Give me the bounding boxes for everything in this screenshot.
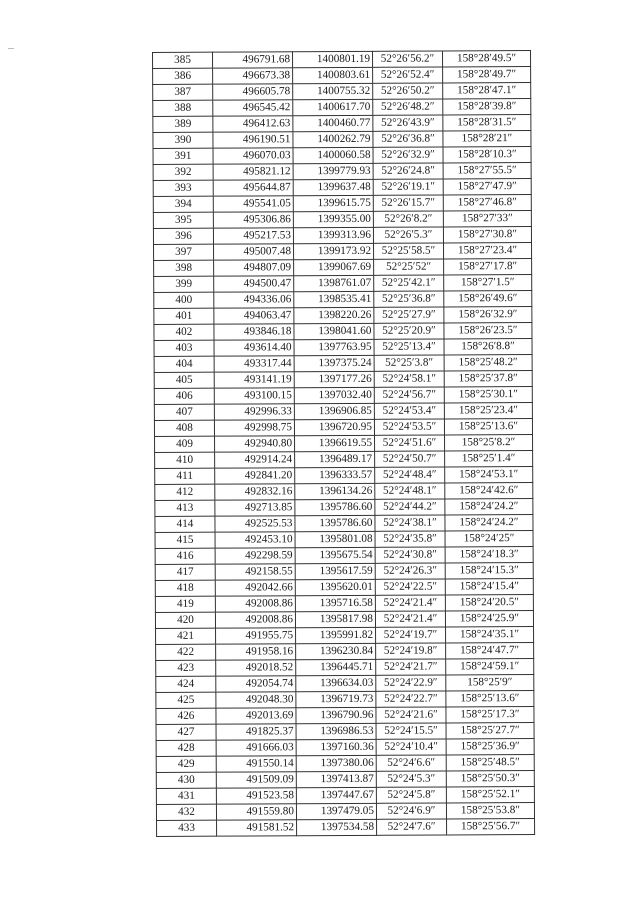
- x-coordinate-cell: 491581.52: [217, 820, 297, 836]
- point-number-cell: 433: [157, 820, 217, 836]
- latitude-cell: 52°24′53.5″: [374, 419, 444, 435]
- latitude-cell: 52°26′36.8″: [373, 131, 443, 147]
- point-number-cell: 401: [154, 308, 214, 324]
- latitude-cell: 52°24′15.5″: [376, 723, 446, 739]
- point-number-cell: 424: [156, 676, 216, 692]
- x-coordinate-cell: 493317.44: [214, 356, 294, 372]
- latitude-cell: 52°24′21.4″: [375, 611, 445, 627]
- longitude-cell: 158°26′32.9″: [444, 307, 532, 323]
- table-row: [156, 723, 534, 741]
- point-number-cell: 397: [154, 244, 214, 260]
- longitude-cell: 158°24′15.4″: [445, 579, 533, 595]
- y-coordinate-cell: 1397032.40: [294, 387, 374, 403]
- longitude-cell: 158°28′21″: [443, 131, 531, 147]
- longitude-cell: 158°27′30.8″: [443, 227, 531, 243]
- x-coordinate-cell: 492054.74: [216, 676, 296, 692]
- y-coordinate-cell: 1397413.87: [296, 771, 376, 787]
- x-coordinate-cell: 495306.86: [213, 212, 293, 228]
- longitude-cell: 158°28′31.5″: [443, 115, 531, 131]
- table-row: [153, 51, 531, 69]
- x-coordinate-cell: 496791.68: [213, 52, 293, 68]
- longitude-cell: 158°25′50.3″: [446, 771, 534, 787]
- y-coordinate-cell: 1396333.57: [295, 467, 375, 483]
- y-coordinate-cell: 1399313.96: [293, 227, 373, 243]
- latitude-cell: 52°24′48.1″: [375, 483, 445, 499]
- table-row: [153, 195, 531, 213]
- latitude-cell: 52°24′53.4″: [374, 403, 444, 419]
- point-number-cell: 416: [155, 548, 215, 564]
- table-row: [155, 595, 533, 613]
- y-coordinate-cell: 1395716.58: [295, 595, 375, 611]
- latitude-cell: 52°24′48.4″: [375, 467, 445, 483]
- table-row: [155, 563, 533, 581]
- y-coordinate-cell: 1400262.79: [293, 131, 373, 147]
- y-coordinate-cell: 1395991.82: [296, 627, 376, 643]
- point-number-cell: 391: [153, 148, 213, 164]
- y-coordinate-cell: 1397534.58: [297, 819, 377, 835]
- longitude-cell: 158°25′52.1″: [446, 787, 534, 803]
- longitude-cell: 158°28′10.3″: [443, 147, 531, 163]
- y-coordinate-cell: 1398041.60: [294, 323, 374, 339]
- point-number-cell: 410: [155, 452, 215, 468]
- y-coordinate-cell: 1396906.85: [294, 403, 374, 419]
- y-coordinate-cell: 1395817.98: [295, 611, 375, 627]
- table-row: [153, 147, 531, 165]
- y-coordinate-cell: 1396986.53: [296, 723, 376, 739]
- point-number-cell: 425: [156, 692, 216, 708]
- latitude-cell: 52°26′50.2″: [373, 83, 443, 99]
- y-coordinate-cell: 1396720.95: [294, 419, 374, 435]
- table-row: [153, 83, 531, 101]
- latitude-cell: 52°24′6.9″: [376, 803, 446, 819]
- y-coordinate-cell: 1398220.26: [294, 307, 374, 323]
- table-row: [156, 787, 534, 805]
- table-row: [156, 771, 534, 789]
- x-coordinate-cell: 492525.53: [215, 516, 295, 532]
- y-coordinate-cell: 1397177.26: [294, 371, 374, 387]
- latitude-cell: 52°24′21.4″: [375, 595, 445, 611]
- point-number-cell: 396: [153, 228, 213, 244]
- point-number-cell: 411: [155, 468, 215, 484]
- longitude-cell: 158°27′47.9″: [443, 179, 531, 195]
- x-coordinate-cell: 491509.09: [216, 772, 296, 788]
- x-coordinate-cell: 495217.53: [213, 228, 293, 244]
- y-coordinate-cell: 1395786.60: [295, 499, 375, 515]
- x-coordinate-cell: 494500.47: [214, 276, 294, 292]
- y-coordinate-cell: 1395620.01: [295, 579, 375, 595]
- y-coordinate-cell: 1400617.70: [293, 99, 373, 115]
- y-coordinate-cell: 1399067.69: [294, 259, 374, 275]
- x-coordinate-cell: 492008.86: [215, 596, 295, 612]
- x-coordinate-cell: 494063.47: [214, 308, 294, 324]
- latitude-cell: 52°24′5.3″: [376, 771, 446, 787]
- point-number-cell: 408: [154, 420, 214, 436]
- x-coordinate-cell: 491955.75: [216, 628, 296, 644]
- latitude-cell: 52°26′56.2″: [372, 51, 442, 67]
- y-coordinate-cell: 1400755.32: [293, 83, 373, 99]
- longitude-cell: 158°25′17.3″: [446, 707, 534, 723]
- point-number-cell: 403: [154, 340, 214, 356]
- y-coordinate-cell: 1396790.96: [296, 707, 376, 723]
- y-coordinate-cell: 1397380.06: [296, 755, 376, 771]
- longitude-cell: 158°24′25.9″: [445, 611, 533, 627]
- y-coordinate-cell: 1397160.36: [296, 739, 376, 755]
- point-number-cell: 423: [156, 660, 216, 676]
- latitude-cell: 52°24′21.6″: [376, 707, 446, 723]
- longitude-cell: 158°25′48.2″: [444, 355, 532, 371]
- longitude-cell: 158°24′35.1″: [446, 627, 534, 643]
- point-number-cell: 422: [156, 644, 216, 660]
- longitude-cell: 158°24′15.3″: [445, 563, 533, 579]
- y-coordinate-cell: 1400060.58: [293, 147, 373, 163]
- y-coordinate-cell: 1397375.24: [294, 355, 374, 371]
- table-row: [155, 611, 533, 629]
- latitude-cell: 52°24′51.6″: [375, 435, 445, 451]
- x-coordinate-cell: 493846.18: [214, 324, 294, 340]
- x-coordinate-cell: 493614.40: [214, 340, 294, 356]
- x-coordinate-cell: 491523.58: [216, 788, 296, 804]
- longitude-cell: 158°26′49.6″: [444, 291, 532, 307]
- x-coordinate-cell: 491559.80: [216, 804, 296, 820]
- y-coordinate-cell: 1396619.55: [295, 435, 375, 451]
- table-row: [155, 483, 533, 501]
- x-coordinate-cell: 492940.80: [215, 436, 295, 452]
- table-row: [156, 755, 534, 773]
- table-row: [154, 323, 532, 341]
- point-number-cell: 431: [156, 788, 216, 804]
- x-coordinate-cell: 495821.12: [213, 164, 293, 180]
- table-row: [155, 451, 533, 469]
- x-coordinate-cell: 492042.66: [215, 580, 295, 596]
- x-coordinate-cell: 492018.52: [216, 660, 296, 676]
- table-row: [154, 387, 532, 405]
- longitude-cell: 158°28′39.8″: [443, 99, 531, 115]
- x-coordinate-cell: 495644.87: [213, 180, 293, 196]
- longitude-cell: 158°24′25″: [445, 531, 533, 547]
- x-coordinate-cell: 496545.42: [213, 100, 293, 116]
- table-row: [154, 243, 532, 261]
- latitude-cell: 52°24′22.7″: [376, 691, 446, 707]
- table-row: [154, 339, 532, 357]
- latitude-cell: 52°24′22.9″: [376, 675, 446, 691]
- x-coordinate-cell: 492713.85: [215, 500, 295, 516]
- table-row: [153, 115, 531, 133]
- latitude-cell: 52°24′35.8″: [375, 531, 445, 547]
- latitude-cell: 52°26′48.2″: [373, 99, 443, 115]
- latitude-cell: 52°24′38.1″: [375, 515, 445, 531]
- x-coordinate-cell: 492453.10: [215, 532, 295, 548]
- y-coordinate-cell: 1396445.71: [296, 659, 376, 675]
- longitude-cell: 158°27′55.5″: [443, 163, 531, 179]
- x-coordinate-cell: 496190.51: [213, 132, 293, 148]
- latitude-cell: 52°24′7.6″: [377, 819, 447, 835]
- y-coordinate-cell: 1397479.05: [296, 803, 376, 819]
- y-coordinate-cell: 1395801.08: [295, 531, 375, 547]
- latitude-cell: 52°25′20.9″: [374, 323, 444, 339]
- y-coordinate-cell: 1399779.93: [293, 163, 373, 179]
- longitude-cell: 158°24′53.1″: [445, 467, 533, 483]
- longitude-cell: 158°24′18.3″: [445, 547, 533, 563]
- point-number-cell: 388: [153, 100, 213, 116]
- table-row: [154, 275, 532, 293]
- point-number-cell: 390: [153, 132, 213, 148]
- table-row: [155, 499, 533, 517]
- y-coordinate-cell: 1395617.59: [295, 563, 375, 579]
- table-row: [155, 547, 533, 565]
- table-row: [155, 467, 533, 485]
- x-coordinate-cell: 496070.03: [213, 148, 293, 164]
- longitude-cell: 158°28′49.7″: [443, 67, 531, 83]
- point-number-cell: 420: [155, 612, 215, 628]
- y-coordinate-cell: 1400801.19: [293, 51, 373, 67]
- latitude-cell: 52°26′24.8″: [373, 163, 443, 179]
- longitude-cell: 158°24′47.7″: [446, 643, 534, 659]
- x-coordinate-cell: 496673.38: [213, 68, 293, 84]
- latitude-cell: 52°24′19.7″: [376, 627, 446, 643]
- point-number-cell: 407: [154, 404, 214, 420]
- table-row: [154, 403, 532, 421]
- point-number-cell: 394: [153, 196, 213, 212]
- table-row: [156, 691, 534, 709]
- point-number-cell: 406: [154, 388, 214, 404]
- longitude-cell: 158°24′42.6″: [445, 483, 533, 499]
- table-row: [154, 291, 532, 309]
- longitude-cell: 158°27′1.5″: [444, 275, 532, 291]
- y-coordinate-cell: 1399355.00: [293, 211, 373, 227]
- y-coordinate-cell: 1397447.67: [296, 787, 376, 803]
- latitude-cell: 52°26′5.3″: [373, 227, 443, 243]
- x-coordinate-cell: 495541.05: [213, 196, 293, 212]
- x-coordinate-cell: 493141.19: [214, 372, 294, 388]
- latitude-cell: 52°24′21.7″: [376, 659, 446, 675]
- latitude-cell: 52°26′15.7″: [373, 195, 443, 211]
- table-row: [155, 531, 533, 549]
- x-coordinate-cell: 494807.09: [214, 260, 294, 276]
- x-coordinate-cell: 491825.37: [216, 724, 296, 740]
- y-coordinate-cell: 1400460.77: [293, 115, 373, 131]
- table-row: [156, 643, 534, 661]
- point-number-cell: 432: [156, 804, 216, 820]
- longitude-cell: 158°24′20.5″: [445, 595, 533, 611]
- x-coordinate-cell: 492158.55: [215, 564, 295, 580]
- table-row: [154, 355, 532, 373]
- table-row: [156, 627, 534, 645]
- longitude-cell: 158°28′47.1″: [443, 83, 531, 99]
- table-row: [156, 659, 534, 677]
- table-row: [154, 419, 532, 437]
- table-row: [155, 579, 533, 597]
- x-coordinate-cell: 492048.30: [216, 692, 296, 708]
- latitude-cell: 52°25′58.5″: [374, 243, 444, 259]
- x-coordinate-cell: 491958.16: [216, 644, 296, 660]
- longitude-cell: 158°25′48.5″: [446, 755, 534, 771]
- point-number-cell: 429: [156, 756, 216, 772]
- scan-mark: [8, 48, 14, 49]
- y-coordinate-cell: 1399615.75: [293, 195, 373, 211]
- longitude-cell: 158°25′13.6″: [446, 691, 534, 707]
- point-number-cell: 430: [156, 772, 216, 788]
- table-row: [155, 515, 533, 533]
- y-coordinate-cell: 1400803.61: [293, 67, 373, 83]
- longitude-cell: 158°25′56.7″: [447, 819, 535, 835]
- longitude-cell: 158°25′37.8″: [444, 371, 532, 387]
- longitude-cell: 158°27′23.4″: [444, 243, 532, 259]
- longitude-cell: 158°25′8.2″: [445, 435, 533, 451]
- point-number-cell: 392: [153, 164, 213, 180]
- y-coordinate-cell: 1396719.73: [296, 691, 376, 707]
- longitude-cell: 158°25′23.4″: [444, 403, 532, 419]
- point-number-cell: 402: [154, 324, 214, 340]
- coordinates-table-body: [153, 51, 535, 837]
- table-row: [153, 227, 531, 245]
- point-number-cell: 404: [154, 356, 214, 372]
- point-number-cell: 413: [155, 500, 215, 516]
- longitude-cell: 158°28′49.5″: [442, 51, 530, 67]
- point-number-cell: 415: [155, 532, 215, 548]
- y-coordinate-cell: 1398535.41: [294, 291, 374, 307]
- y-coordinate-cell: 1396634.03: [296, 675, 376, 691]
- longitude-cell: 158°25′30.1″: [444, 387, 532, 403]
- latitude-cell: 52°24′44.2″: [375, 499, 445, 515]
- x-coordinate-cell: 495007.48: [214, 244, 294, 260]
- table-row: [155, 435, 533, 453]
- point-number-cell: 409: [155, 436, 215, 452]
- longitude-cell: 158°24′59.1″: [446, 659, 534, 675]
- latitude-cell: 52°24′26.3″: [375, 563, 445, 579]
- coordinates-table: [152, 50, 535, 837]
- table-row: [154, 371, 532, 389]
- latitude-cell: 52°25′52″: [374, 259, 444, 275]
- point-number-cell: 414: [155, 516, 215, 532]
- point-number-cell: 417: [155, 564, 215, 580]
- longitude-cell: 158°25′53.8″: [446, 803, 534, 819]
- longitude-cell: 158°24′24.2″: [445, 499, 533, 515]
- y-coordinate-cell: 1399637.48: [293, 179, 373, 195]
- table-row: [153, 67, 531, 85]
- point-number-cell: 400: [154, 292, 214, 308]
- longitude-cell: 158°25′9″: [446, 675, 534, 691]
- table-row: [156, 707, 534, 725]
- x-coordinate-cell: 492914.24: [215, 452, 295, 468]
- table-row: [156, 803, 534, 821]
- y-coordinate-cell: 1396489.17: [295, 451, 375, 467]
- latitude-cell: 52°24′19.8″: [376, 643, 446, 659]
- y-coordinate-cell: 1397763.95: [294, 339, 374, 355]
- x-coordinate-cell: 492298.59: [215, 548, 295, 564]
- x-coordinate-cell: 494336.06: [214, 292, 294, 308]
- x-coordinate-cell: 492832.16: [215, 484, 295, 500]
- table-row: [154, 259, 532, 277]
- point-number-cell: 427: [156, 724, 216, 740]
- latitude-cell: 52°26′8.2″: [373, 211, 443, 227]
- longitude-cell: 158°25′13.6″: [444, 419, 532, 435]
- point-number-cell: 395: [153, 212, 213, 228]
- table-row: [154, 307, 532, 325]
- point-number-cell: 398: [154, 260, 214, 276]
- table-row: [157, 819, 535, 837]
- x-coordinate-cell: 492841.20: [215, 468, 295, 484]
- table-row: [153, 99, 531, 117]
- latitude-cell: 52°24′22.5″: [375, 579, 445, 595]
- x-coordinate-cell: 496605.78: [213, 84, 293, 100]
- x-coordinate-cell: 492013.69: [216, 708, 296, 724]
- point-number-cell: 389: [153, 116, 213, 132]
- longitude-cell: 158°25′36.9″: [446, 739, 534, 755]
- point-number-cell: 421: [156, 628, 216, 644]
- y-coordinate-cell: 1399173.92: [294, 243, 374, 259]
- longitude-cell: 158°27′17.8″: [444, 259, 532, 275]
- point-number-cell: 426: [156, 708, 216, 724]
- point-number-cell: 385: [153, 52, 213, 68]
- longitude-cell: 158°26′8.8″: [444, 339, 532, 355]
- point-number-cell: 387: [153, 84, 213, 100]
- longitude-cell: 158°26′23.5″: [444, 323, 532, 339]
- point-number-cell: 399: [154, 276, 214, 292]
- latitude-cell: 52°26′32.9″: [373, 147, 443, 163]
- point-number-cell: 428: [156, 740, 216, 756]
- y-coordinate-cell: 1398761.07: [294, 275, 374, 291]
- latitude-cell: 52°24′58.1″: [374, 371, 444, 387]
- longitude-cell: 158°25′1.4″: [445, 451, 533, 467]
- latitude-cell: 52°26′43.9″: [373, 115, 443, 131]
- latitude-cell: 52°24′10.4″: [376, 739, 446, 755]
- table-row: [156, 739, 534, 757]
- table-row: [156, 675, 534, 693]
- table-row: [153, 211, 531, 229]
- x-coordinate-cell: 493100.15: [214, 388, 294, 404]
- latitude-cell: 52°24′56.7″: [374, 387, 444, 403]
- x-coordinate-cell: 491550.14: [216, 756, 296, 772]
- point-number-cell: 418: [155, 580, 215, 596]
- x-coordinate-cell: 491666.03: [216, 740, 296, 756]
- x-coordinate-cell: 492998.75: [214, 420, 294, 436]
- latitude-cell: 52°25′27.9″: [374, 307, 444, 323]
- latitude-cell: 52°24′6.6″: [376, 755, 446, 771]
- longitude-cell: 158°25′27.7″: [446, 723, 534, 739]
- latitude-cell: 52°26′52.4″: [373, 67, 443, 83]
- x-coordinate-cell: 492008.86: [215, 612, 295, 628]
- y-coordinate-cell: 1395786.60: [295, 515, 375, 531]
- latitude-cell: 52°24′50.7″: [375, 451, 445, 467]
- x-coordinate-cell: 496412.63: [213, 116, 293, 132]
- point-number-cell: 412: [155, 484, 215, 500]
- latitude-cell: 52°25′13.4″: [374, 339, 444, 355]
- table-row: [153, 163, 531, 181]
- longitude-cell: 158°27′33″: [443, 211, 531, 227]
- y-coordinate-cell: 1396230.84: [296, 643, 376, 659]
- point-number-cell: 419: [155, 596, 215, 612]
- y-coordinate-cell: 1395675.54: [295, 547, 375, 563]
- latitude-cell: 52°26′19.1″: [373, 179, 443, 195]
- longitude-cell: 158°27′46.8″: [443, 195, 531, 211]
- y-coordinate-cell: 1396134.26: [295, 483, 375, 499]
- latitude-cell: 52°25′3.8″: [374, 355, 444, 371]
- point-number-cell: 405: [154, 372, 214, 388]
- latitude-cell: 52°24′30.8″: [375, 547, 445, 563]
- table-row: [153, 179, 531, 197]
- point-number-cell: 393: [153, 180, 213, 196]
- latitude-cell: 52°25′42.1″: [374, 275, 444, 291]
- latitude-cell: 52°25′36.8″: [374, 291, 444, 307]
- latitude-cell: 52°24′5.8″: [376, 787, 446, 803]
- table-row: [153, 131, 531, 149]
- x-coordinate-cell: 492996.33: [214, 404, 294, 420]
- longitude-cell: 158°24′24.2″: [445, 515, 533, 531]
- point-number-cell: 386: [153, 68, 213, 84]
